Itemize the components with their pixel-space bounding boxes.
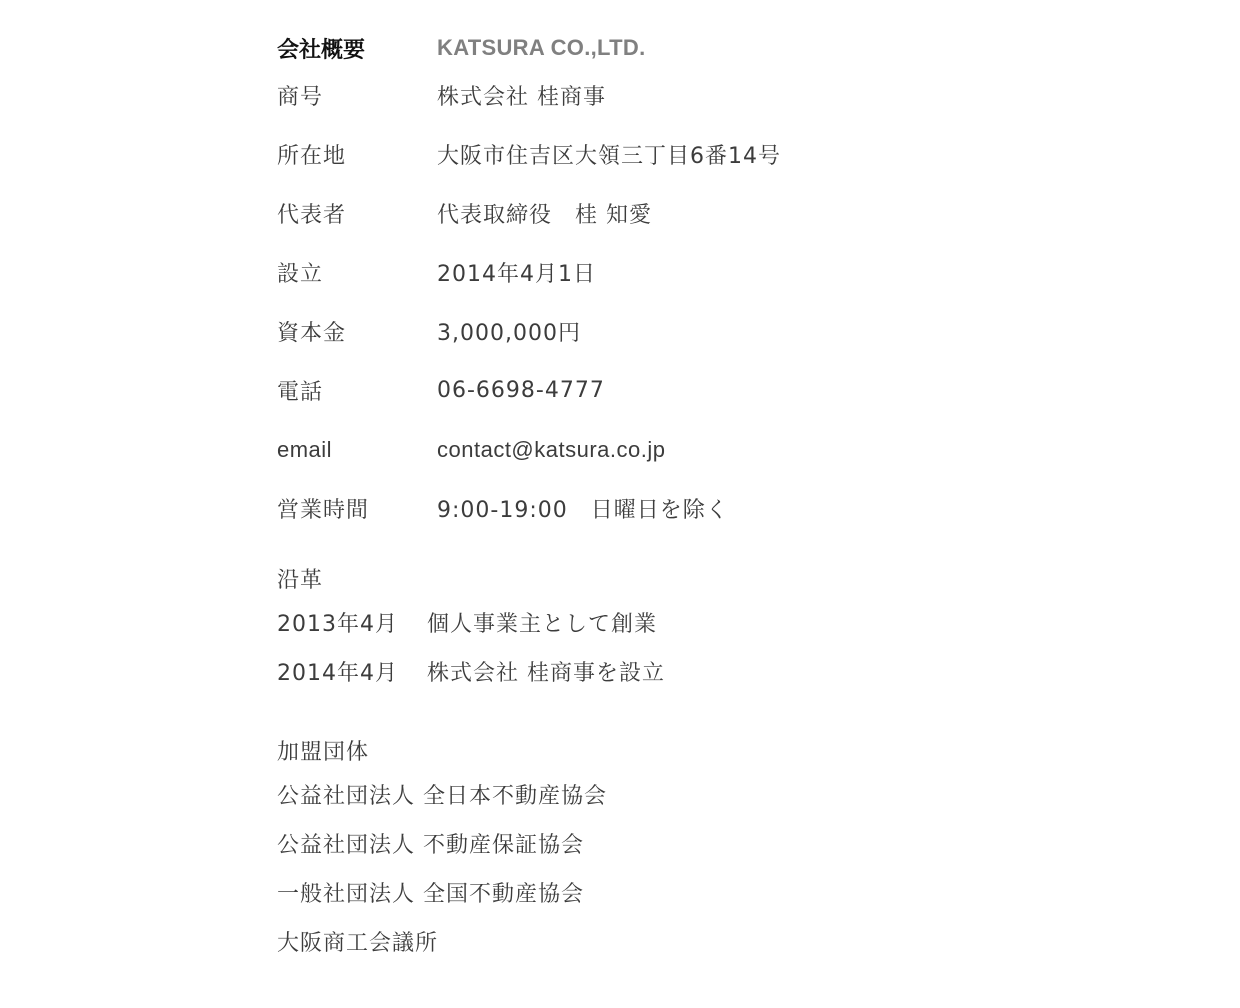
- info-label: 資本金: [277, 321, 347, 346]
- info-row-established: [277, 243, 1077, 302]
- info-row-representative: [277, 184, 1077, 243]
- history-date: 2013年4月: [277, 612, 398, 637]
- info-label: 所在地: [277, 144, 347, 169]
- history-item: [277, 647, 1077, 696]
- company-english-name: KATSURA CO.,LTD.: [437, 35, 646, 60]
- memberships-section: [277, 730, 1077, 966]
- membership-item: 一般社団法人 全国不動産協会: [277, 882, 584, 907]
- history-event: 個人事業主として創業: [427, 612, 658, 637]
- phone-number: 06-6698-4777: [437, 378, 605, 403]
- info-row-capital: [277, 302, 1077, 361]
- history-title: 沿革: [277, 567, 324, 593]
- info-value: 2014年4月1日: [437, 262, 596, 287]
- info-row-trade-name: [277, 66, 1077, 125]
- info-row-phone: [277, 361, 1077, 420]
- info-row-email: [277, 420, 1077, 479]
- membership-item: 大阪商工会議所: [277, 931, 439, 956]
- info-label: 設立: [277, 262, 324, 287]
- company-profile: [277, 30, 1077, 966]
- info-row-business-hours: [277, 479, 1077, 538]
- history-date: 2014年4月: [277, 661, 398, 686]
- memberships-title: 加盟団体: [277, 739, 370, 765]
- info-label: 代表者: [277, 203, 347, 228]
- email-address: contact@katsura.co.jp: [437, 436, 666, 462]
- info-label: 営業時間: [277, 498, 370, 523]
- info-value: 大阪市住吉区大領三丁目6番14号: [437, 144, 781, 169]
- membership-item: 公益社団法人 全日本不動産協会: [277, 784, 607, 809]
- company-profile-header: [277, 30, 1077, 66]
- info-label: email: [277, 436, 333, 462]
- history-event: 株式会社 桂商事を設立: [427, 661, 665, 686]
- history-section: [277, 558, 1077, 696]
- info-value: 9:00-19:00 日曜日を除く: [437, 498, 729, 523]
- company-info-table: [277, 66, 1077, 538]
- info-value: 3,000,000円: [437, 321, 581, 346]
- info-row-address: [277, 125, 1077, 184]
- info-value: 株式会社 桂商事: [437, 85, 606, 110]
- membership-item: 公益社団法人 不動産保証協会: [277, 833, 584, 858]
- info-label: 商号: [277, 85, 324, 110]
- info-label: 電話: [277, 380, 324, 405]
- section-title-company-overview: 会社概要: [277, 36, 366, 62]
- history-item: [277, 598, 1077, 647]
- info-value: 代表取締役 桂 知愛: [437, 203, 652, 228]
